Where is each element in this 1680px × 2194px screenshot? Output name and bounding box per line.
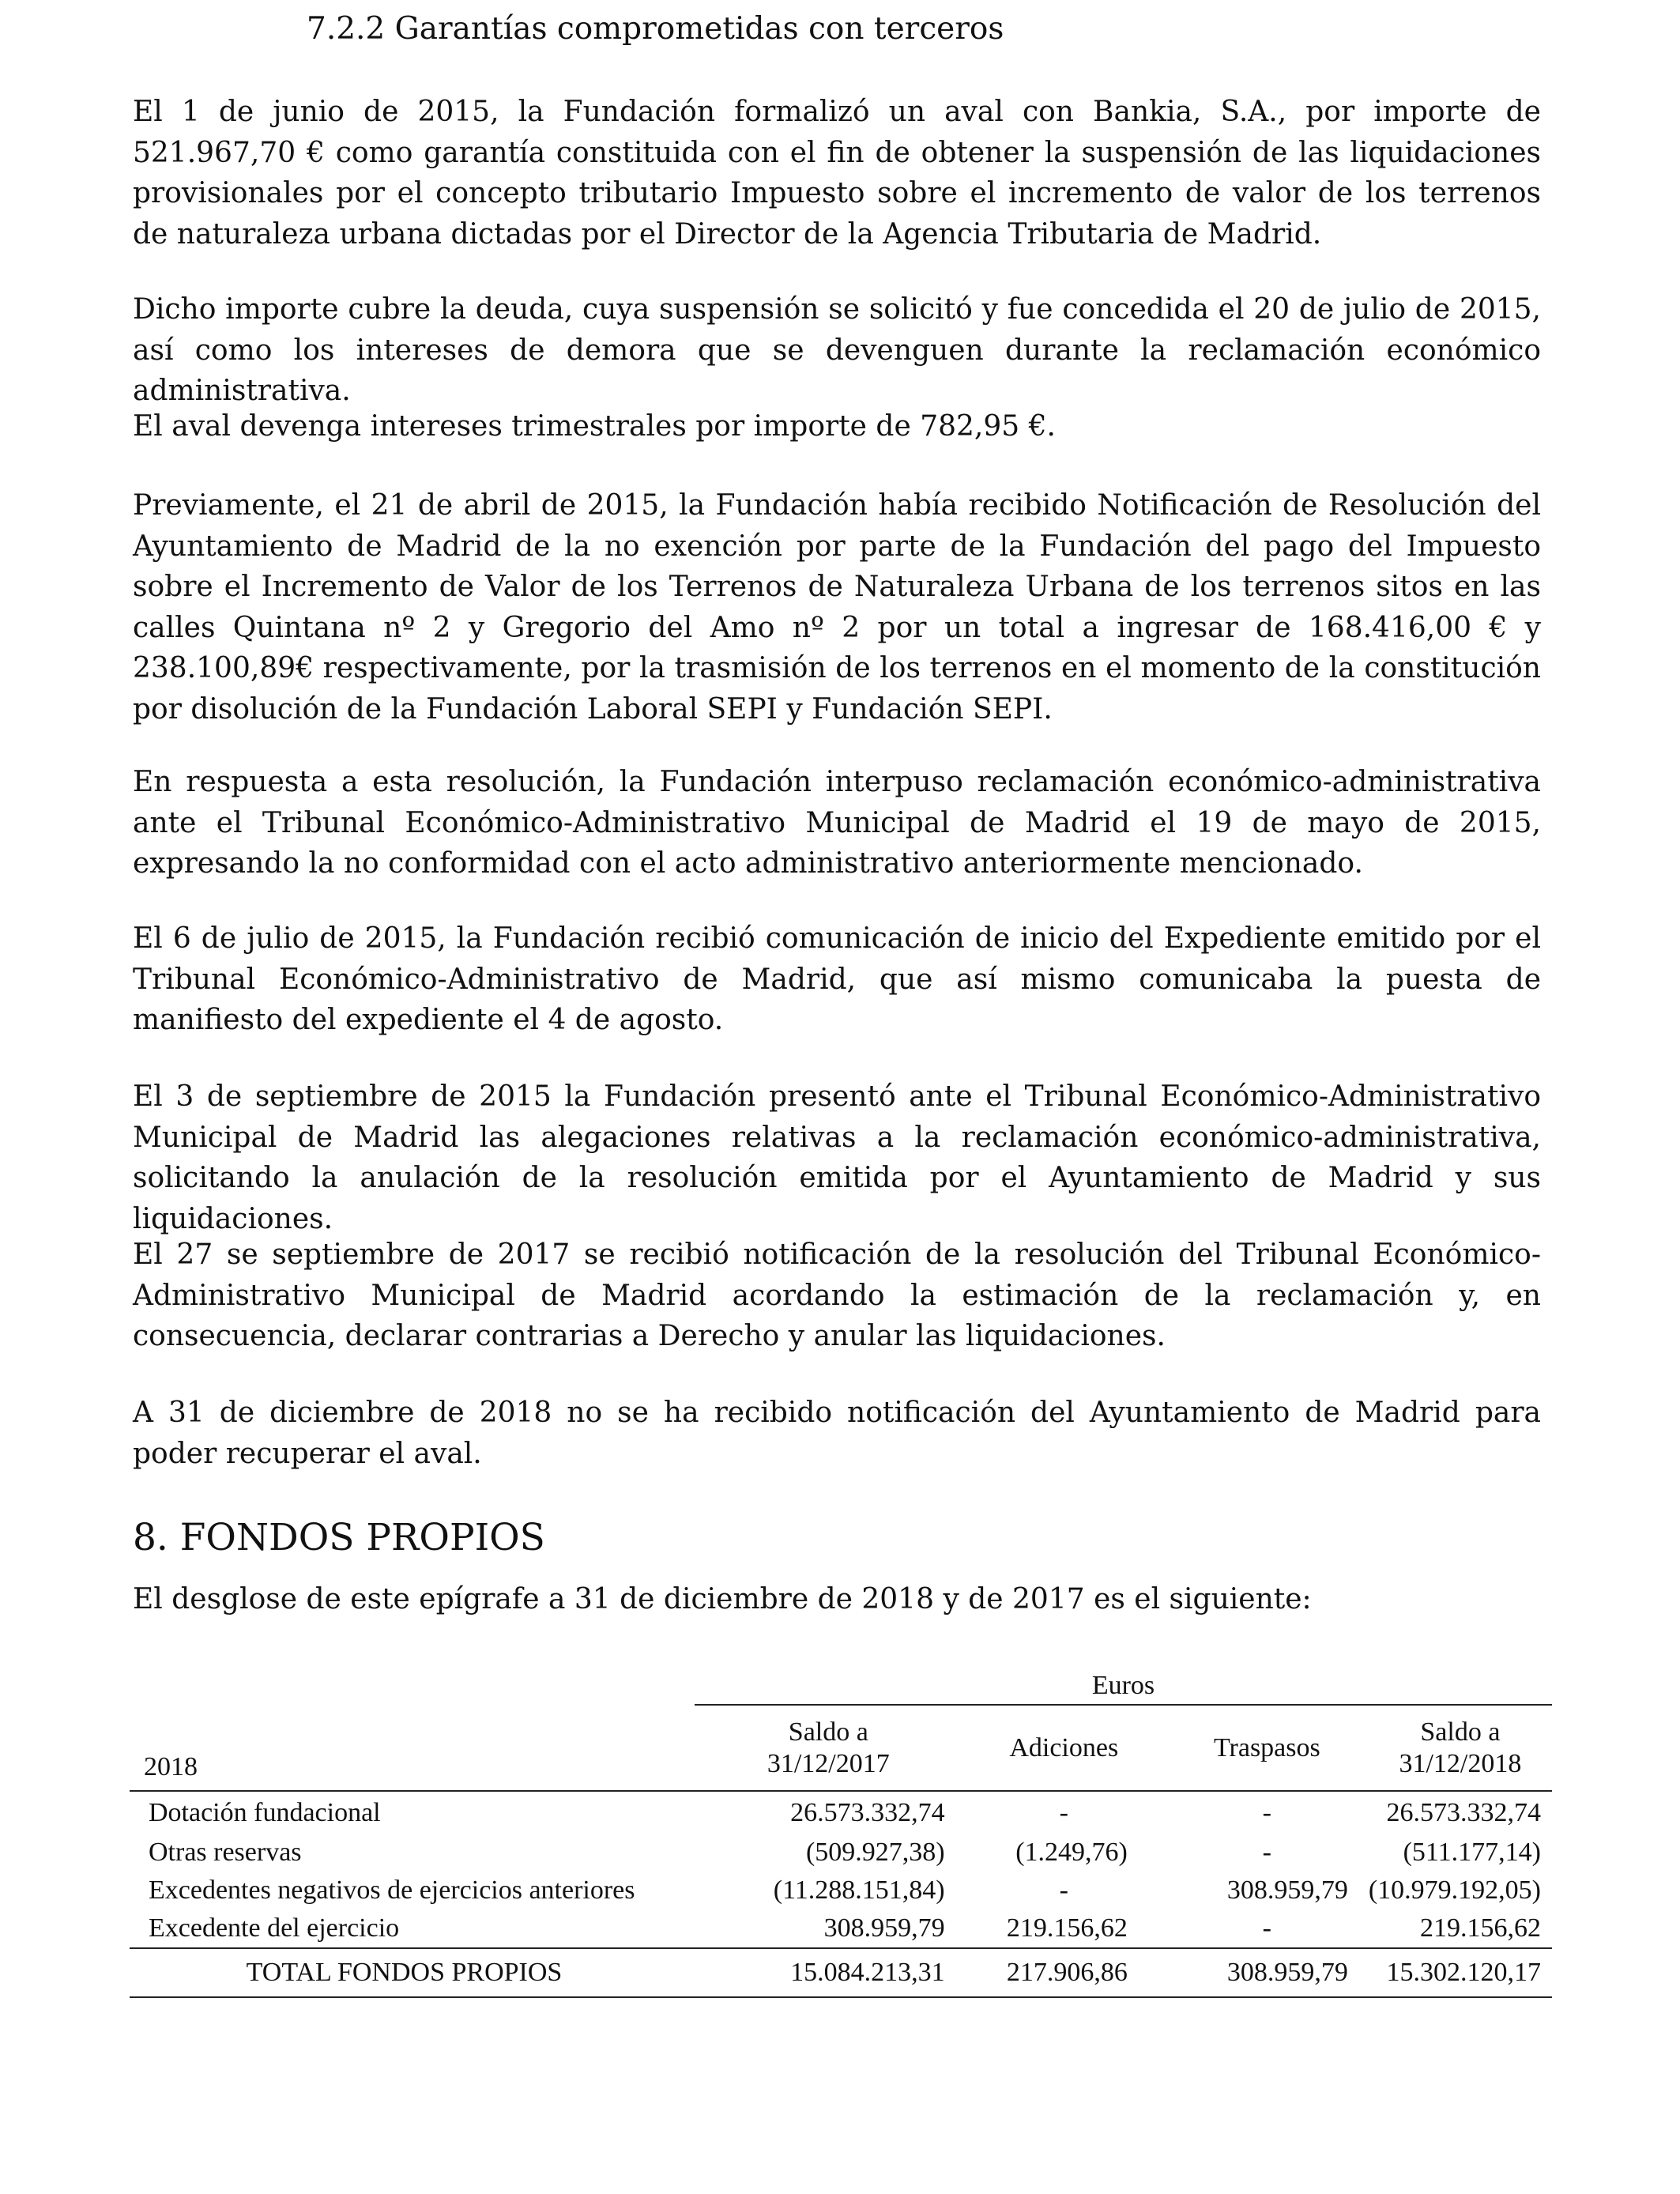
cell-adiciones: (1.249,76) [1015,1838,1128,1867]
paragraph-recuperar-aval: A 31 de diciembre de 2018 no se ha recibido notificación del Ayuntamiento de Madrid para poder recuperar el aval. [133,1397,1541,1470]
column-header-saldo-2018 [1369,1705,1552,1791]
column-header-saldo-2017-line2: 31/12/2017 [767,1748,890,1778]
cell-saldo-2018: (10.979.192,05) [1368,1875,1541,1905]
cell-adiciones: - [1059,1875,1068,1905]
table-header-row [130,1705,1552,1791]
paragraph-reclamacion: En respuesta a esta resolución, la Fundación interpuso reclamación económico-administrativa ante el Tribunal Económico-Administrativo Municipal de Madrid el 19 de mayo de 2015, expresando la no conformidad con el acto administrativo anteriormente mencionado. [133,766,1541,880]
column-header-traspasos: Traspasos [1166,1705,1369,1791]
paragraph-expediente: El 6 de julio de 2015, la Fundación recibió comunicación de inicio del Expediente emitido por el Tribunal Económico-Administrativo de Madrid, que así mismo comunicaba la puesta de manifiesto del expediente el 4 de agosto. [133,922,1541,1036]
paragraph-resolucion-tribunal: El 27 se septiembre de 2017 se recibió notificación de la resolución del Tribunal Económico-Administrativo Municipal de Madrid acordando la estimación de la reclamación y, en consecuencia, declarar contrarias a Derecho y anular las liquidaciones. [133,1238,1541,1352]
section-8-heading: 8. FONDOS PROPIOS [133,1516,545,1559]
table-row [130,1834,1552,1872]
cell-traspasos: - [1262,1913,1271,1943]
row-label: Excedente del ejercicio [149,1913,400,1943]
section-8-intro: El desglose de este epígrafe a 31 de diciembre de 2018 y de 2017 es el siguiente: [133,1583,1312,1615]
cell-saldo-2017: 26.573.332,74 [790,1797,945,1827]
cell-traspasos: 308.959,79 [1226,1875,1348,1905]
column-header-adiciones: Adiciones [962,1705,1166,1791]
cell-saldo-2017: (11.288.151,84) [773,1875,945,1905]
fondos-propios-table [130,1666,1552,1998]
column-header-saldo-2017 [695,1705,962,1791]
paragraph-importe-deuda: Dicho importe cubre la deuda, cuya suspensión se solicitó y fue concedida el 20 de julio de 2015, así como los intereses de demora que se devenguen durante la reclamación económico administrativa. [133,293,1541,407]
total-traspasos: 308.959,79 [1166,1948,1369,1997]
row-label: Dotación fundacional [149,1797,381,1827]
table-row [130,1872,1552,1909]
column-header-saldo-2017-line1: Saldo a [788,1717,868,1747]
cell-adiciones: 219.156,62 [1006,1913,1128,1943]
cell-traspasos: - [1262,1797,1271,1827]
total-label: TOTAL FONDOS PROPIOS [130,1948,695,1997]
cell-traspasos: - [1262,1838,1271,1867]
column-header-saldo-2018-line2: 31/12/2018 [1399,1748,1522,1778]
section-7-2-2-heading: 7.2.2 Garantías comprometidas con terceros [307,11,1004,47]
table-group-header-row [130,1666,1552,1705]
paragraph-notificacion-resolucion: Previamente, el 21 de abril de 2015, la Fundación había recibido Notificación de Resolución del Ayuntamiento de Madrid de la no exención por parte de la Fundación del pago del Impuesto sobre el Incremento de Valor de los Terrenos de Naturaleza Urbana de los terrenos sitos en las calles Quintana nº 2 y Gregorio del Amo nº 2 por un total a ingresar de 168.416,00 € y 238.100,89€ respectivamente, por la trasmisión de los terrenos en el momento de la constitución por disolución de la Fundación Laboral SEPI y Fundación SEPI. [133,489,1541,726]
total-saldo-2017: 15.084.213,31 [695,1948,962,1997]
paragraph-intereses-aval: El aval devenga intereses trimestrales por importe de 782,95 €. [133,410,1056,443]
table-row [130,1791,1552,1834]
table-row [130,1909,1552,1948]
cell-saldo-2017: (509.927,38) [805,1838,945,1867]
cell-saldo-2018: 219.156,62 [1420,1913,1541,1943]
table-total-row [130,1948,1552,1997]
cell-saldo-2017: 308.959,79 [823,1913,945,1943]
cell-saldo-2018: 26.573.332,74 [1386,1797,1541,1827]
total-saldo-2018: 15.302.120,17 [1369,1948,1552,1997]
cell-saldo-2018: (511.177,14) [1403,1838,1541,1867]
year-label: 2018 [130,1705,695,1791]
cell-adiciones: - [1059,1797,1068,1827]
column-header-saldo-2018-line1: Saldo a [1420,1717,1501,1747]
euros-header: Euros [695,1666,1552,1705]
row-label: Excedentes negativos de ejercicios anteriores [149,1875,635,1905]
paragraph-alegaciones: El 3 de septiembre de 2015 la Fundación presentó ante el Tribunal Económico-Administrativo Municipal de Madrid las alegaciones relativas a la reclamación económico-administrativa, solicitando la anulación de la resolución emitida por el Ayuntamiento de Madrid y sus liquidaciones. [133,1080,1541,1235]
paragraph-aval-bankia: El 1 de junio de 2015, la Fundación formalizó un aval con Bankia, S.A., por importe de 521.967,70 € como garantía constituida con el fin de obtener la suspensión de las liquidaciones provisionales por el concepto tributario Impuesto sobre el incremento de valor de los terrenos de naturaleza urbana dictadas por el Director de la Agencia Tributaria de Madrid. [133,96,1541,251]
row-label: Otras reservas [149,1838,302,1867]
total-adiciones: 217.906,86 [962,1948,1166,1997]
